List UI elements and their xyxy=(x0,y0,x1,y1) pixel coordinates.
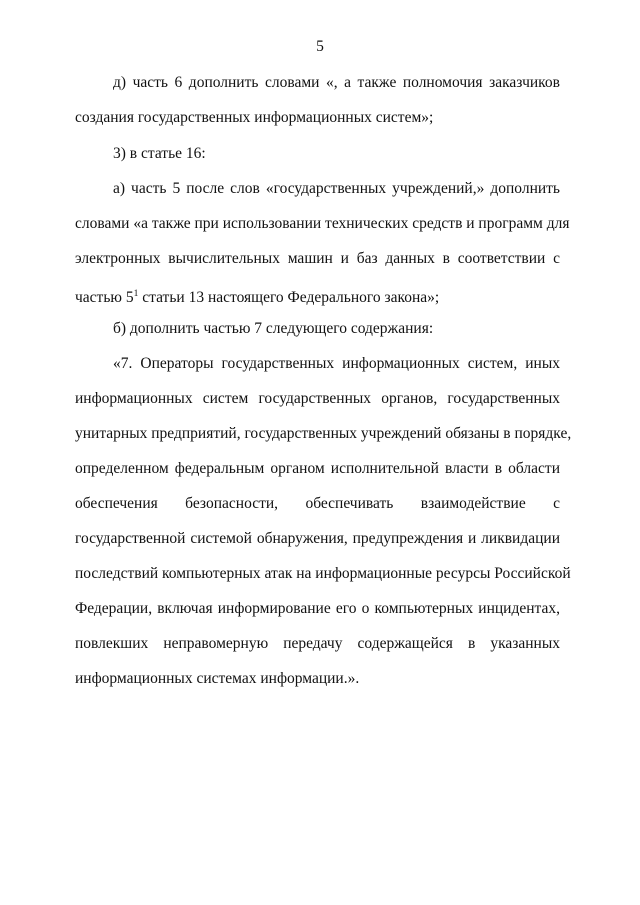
text-line: унитарных предприятий, государственных учреждений обязаны в порядке, xyxy=(75,425,572,442)
text-fragment: частью 5 xyxy=(75,289,134,306)
text-line: информационных системах информации.». xyxy=(75,670,360,687)
text-line: 3) в статье 16: xyxy=(113,145,206,162)
text-fragment: статьи 13 настоящего Федерального закона»; xyxy=(138,289,440,306)
text-line: Федерации, включая информирование его о компьютерных инцидентах, xyxy=(75,600,560,617)
text-line: последствий компьютерных атак на информационные ресурсы Российской xyxy=(75,565,571,582)
text-line: повлекших неправомерную передачу содержащейся в указанных xyxy=(75,635,560,652)
text-line: б) дополнить частью 7 следующего содержания: xyxy=(113,320,434,337)
text-line: д) часть 6 дополнить словами «, а также полномочия заказчиков xyxy=(113,74,560,91)
page-number: 5 xyxy=(316,38,324,55)
text-line: создания государственных информационных систем»; xyxy=(75,109,434,126)
text-line: информационных систем государственных органов, государственных xyxy=(75,390,560,407)
text-line: а) часть 5 после слов «государственных учреждений,» дополнить xyxy=(113,180,560,197)
text-line: обеспечения безопасности, обеспечивать взаимодействие с xyxy=(75,495,560,512)
text-line: словами «а также при использовании технических средств и программ для xyxy=(75,215,570,232)
text-line: электронных вычислительных машин и баз данных в соответствии с xyxy=(75,250,560,267)
text-line xyxy=(75,284,560,308)
text-line: определенном федеральным органом исполнительной власти в области xyxy=(75,460,560,477)
text-line: «7. Операторы государственных информационных систем, иных xyxy=(113,355,560,372)
superscript: 1 xyxy=(133,289,139,299)
text-line: государственной системой обнаружения, предупреждения и ликвидации xyxy=(75,530,560,547)
